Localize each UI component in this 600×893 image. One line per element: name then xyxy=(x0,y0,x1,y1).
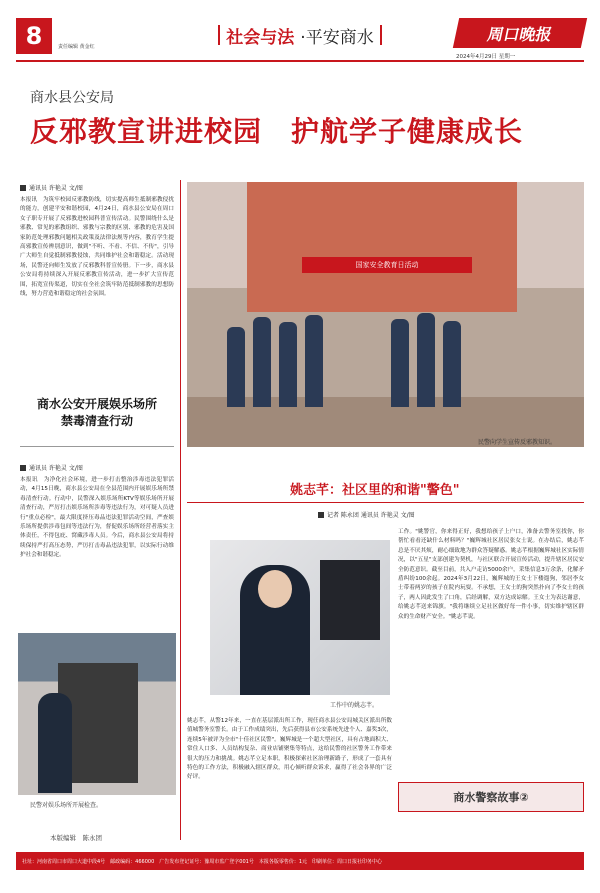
photo-person-shape xyxy=(279,322,297,407)
story3-photo xyxy=(210,540,390,695)
lead-byline xyxy=(20,183,83,192)
photo-face-shape xyxy=(258,570,292,608)
story3-rule xyxy=(187,502,584,503)
photo-person-shape xyxy=(305,315,323,407)
byline-marker xyxy=(20,465,26,471)
section-title-rest: ·平安商水 xyxy=(300,27,374,48)
story3-left-body: 姚志芊，从警12年来，一直在基层派出所工作，现任商水县公安局城关区派出所数值城警务室警长。由于工作成绩突出，先后获得县市公安系统先进个人、嘉奖3次，连续5年被评为全市"十佳社区民警"。巍辉城是一个超大型社区，具有占地面积大、常住人口多、人员结构复杂、商业店铺聚集等特点，这给民警的社区警务工作带来很大的压力和挑战。姚志芊立足本职，积极探索社区治理新路子，形成了一套具有特色的工作方法，积极融入辖区群众，用心倾听群众诉求，赢得了社会各界的广泛好评。 xyxy=(187,718,392,781)
lead-photo-caption: 民警向学生宣传反邪教知识。 xyxy=(478,439,557,446)
section-title-red: 社会与法 xyxy=(226,27,295,48)
story2-byline-text: 通讯员 许艳灵 文/图 xyxy=(29,465,83,472)
story2-title xyxy=(20,396,174,430)
lead-headline: 反邪教宣讲进校园 护航学子健康成长 xyxy=(30,115,524,148)
photo-banner: 国家安全教育日活动 xyxy=(302,257,472,273)
story3-right-body: 工作。"姚警官，你来得正好，我想给孩子上户口，准备去警务室找你，你帮忙看看还缺什么材料吗？"巍辉城社区居民张女士说。在办结后，姚志芊总是不厌其烦，耐心细致地为群众答疑解惑。姚志芊根据巍辉城社区实际情况，以"五星"支部创建为契机，与社区联合开展宣传活动，提升辖区居民安全防范意识。截至目前，共入户走访5000余户，采集信息3万余条，化解矛盾纠纷100余起。2024年3月22日，巍辉城的王女士下楼遛狗，邻居李女士带着两岁的孩子在院内玩耍。不承想，王女士的狗突然扑向了李女士的孩子，两人因此发生了口角，后经调解，双方达成谅解。王女士为表达谢意，给姚志芊送来锦旗。"我将继续立足社区做好每一件小事，切实维护辖区群众的生命财产安全。"姚志芊说。 xyxy=(398,529,584,620)
lead-photo xyxy=(187,182,584,447)
photo-person-shape xyxy=(227,327,245,407)
story2-photo xyxy=(18,633,176,795)
story2-rule xyxy=(20,446,174,447)
column-divider xyxy=(180,180,181,840)
photo-officer-shape xyxy=(38,693,72,793)
date-line: 2024年4月29日 星期一 xyxy=(456,54,516,60)
story2-title-line2: 禁毒清查行动 xyxy=(60,414,133,428)
byline-marker xyxy=(318,512,324,518)
photo-person-shape xyxy=(391,319,409,407)
photo-person-shape xyxy=(417,313,435,407)
lead-body: 本报讯 为筑牢校园反邪教防线，切实提高师生抵制邪教侵扰的能力，创建平安和谐校园，4月24日，商水县公安局在周口女子职专开展了反邪教进校园科普宣传活动。民警围绕什么是邪教、常见的邪教组织、邪教与宗教的区别、邪教的危害及国家防范处理邪教问题相关政策及法律法规等内容，教育学生提高邪教宣传辨别意识，做到"不听、不看、不信、不传"，引导广大师生自觉抵制邪教侵蚀，共同维护社会和谐稳定。活动现场，民警还向师生发放了反邪教科普宣传册。下一步，商水县公安局将持续深入开展反邪教宣传活动，进一步扩大宣传范围，拓宽宣传渠道，切实在全社会筑牢防范抵制邪教的思想防线，努力营造和谐稳定的社会氛围。 xyxy=(20,197,174,298)
story3-photo-caption: 工作中的姚志芊。 xyxy=(330,702,379,709)
section-title xyxy=(170,20,430,50)
header-rule xyxy=(16,60,584,62)
page-editor-note: 本版编辑 陈永团 xyxy=(50,834,102,842)
photo-person-shape xyxy=(443,321,461,407)
section-bar-right xyxy=(380,25,382,45)
page-number: 8 xyxy=(16,18,52,54)
newspaper-masthead: 周口晚报 xyxy=(453,18,587,48)
photo-monitor-shape xyxy=(320,560,380,640)
editor-credit: 责任编辑 黄金红 xyxy=(58,44,95,50)
photo-people-group xyxy=(227,307,547,407)
story3-byline-text: 记者 陈永团 通讯员 许艳灵 文/图 xyxy=(327,512,415,519)
photo-building-shape xyxy=(247,182,517,312)
story3-title: 姚志芊：社区里的和谐"警色" xyxy=(290,483,460,498)
story2-title-line1: 商水公安开展娱乐场所 xyxy=(36,397,157,411)
column-label: 商水警察故事② xyxy=(398,782,584,812)
section-bar-left xyxy=(218,25,220,45)
lead-kicker: 商水县公安局 xyxy=(30,90,114,106)
photo-person-shape xyxy=(253,317,271,407)
byline-marker xyxy=(20,185,26,191)
story2-body: 本报讯 为净化社会环境，进一步打击整治涉毒违法犯罪活动，4月15日晚，商水县公安局在全县范围内开展娱乐场所禁毒清查行动。行动中，民警深入娱乐场所KTV等娱乐场所开展清查行动，严厉打击娱乐场所涉毒等违法行为，对可疑人员进行"重点必检"，最大限度挤压毒品违法犯罪活动空间，严查娱乐场所提供涉毒包间等违法行为，督促娱乐场所经营者落实主体责任，不得包庇、窝藏涉毒人员。今后，商水县公安局将持续保持严打高压态势，严厉打击毒品违法犯罪，以实际行动维护社会和谐稳定。 xyxy=(20,477,174,559)
lead-byline-text: 通讯员 许艳灵 文/图 xyxy=(29,185,83,192)
story2-photo-caption: 民警对娱乐场所开展检查。 xyxy=(30,802,103,809)
footer-bar: 社址：河南省周口市周口大道中段4号 邮政编码：466000 广告发布登记证号：豫周市监广登字001号 本报各版零售价：1元 印刷单位：周口日报社印务中心 xyxy=(16,852,584,870)
story2-byline xyxy=(20,463,83,472)
story3-byline xyxy=(318,510,415,519)
